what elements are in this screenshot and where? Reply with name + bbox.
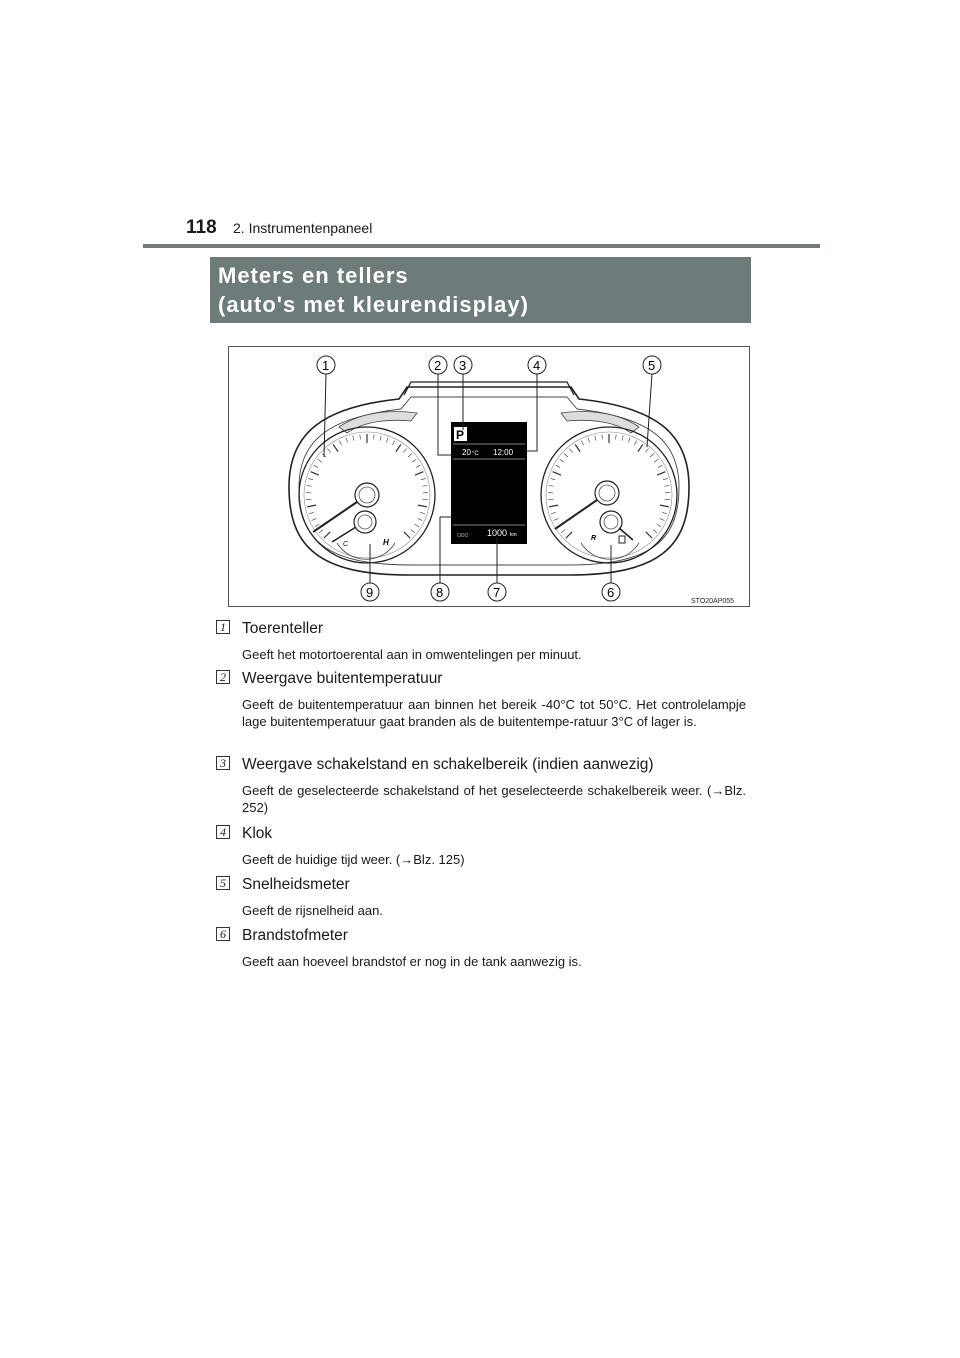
- svg-text:9: 9: [366, 585, 374, 600]
- gauge-tick: [660, 518, 665, 520]
- gauge-tick: [550, 478, 555, 479]
- gear-indicator: P: [456, 428, 465, 442]
- gauge-tick: [318, 459, 322, 462]
- figure-code: STO20AP055: [691, 598, 735, 605]
- gauge-tick: [645, 449, 648, 453]
- gauge-tick: [549, 505, 558, 507]
- gauge-tick: [551, 512, 556, 514]
- gauge-tick: [653, 530, 657, 533]
- odometer-unit: km: [510, 532, 517, 538]
- gauge-tick: [575, 444, 580, 451]
- gauge-tick: [314, 465, 318, 467]
- legend-item: [216, 668, 746, 754]
- legend-item: [216, 754, 746, 823]
- item-title: Brandstofmeter: [242, 927, 348, 944]
- callout-3: [454, 356, 472, 374]
- callout-6: [602, 583, 620, 601]
- gauge-tick: [638, 444, 643, 451]
- fuel-gauge-hub: [600, 511, 622, 533]
- gauge-tick: [561, 530, 565, 533]
- item-number-marker: 2: [216, 670, 230, 684]
- item-title: Snelheidsmeter: [242, 876, 350, 893]
- legend-item: [216, 925, 746, 975]
- gauge-tick: [346, 438, 348, 443]
- gauge-tick: [657, 524, 661, 527]
- clock-display: 12:00: [493, 448, 514, 457]
- gauge-tick: [658, 465, 662, 467]
- gauge-tick: [595, 436, 596, 441]
- svg-text:4: 4: [533, 358, 541, 373]
- gauge-tick: [411, 530, 415, 533]
- gauge-tick: [353, 436, 354, 441]
- page-title: [210, 257, 751, 323]
- gauge-tick: [560, 459, 564, 462]
- gauge-tick: [396, 444, 401, 451]
- callout-1: [317, 356, 335, 374]
- temp-gauge-needle: [332, 527, 356, 542]
- gauge-tick: [569, 449, 572, 453]
- gauge-tick: [421, 478, 426, 479]
- svg-text:7: 7: [493, 585, 501, 600]
- gauge-tick: [327, 449, 330, 453]
- gauge-tick: [403, 449, 406, 453]
- item-description: Geeft de rijsnelheid aan.: [242, 903, 383, 918]
- callout-2: [429, 356, 447, 374]
- item-number-marker: 5: [216, 876, 230, 890]
- legend-list: [216, 618, 746, 975]
- svg-text:5: 5: [648, 358, 656, 373]
- item-number-marker: 6: [216, 927, 230, 941]
- item-number-marker: 4: [216, 825, 230, 839]
- legend-item: [216, 874, 746, 925]
- item-number-marker: 1: [216, 620, 230, 634]
- gauge-tick: [360, 434, 361, 439]
- gauge-tick: [416, 465, 420, 467]
- gauge-tick: [422, 485, 427, 486]
- gauge-tick: [616, 434, 617, 439]
- item-description: Geeft aan hoeveel brandstof er nog in de tank aanwezig is.: [242, 954, 582, 969]
- callout-8: [431, 583, 449, 601]
- hot-mark: H: [383, 538, 389, 547]
- cold-mark: C: [343, 541, 349, 548]
- temp-gauge-hub: [354, 511, 376, 533]
- gauge-tick: [312, 518, 317, 520]
- item-description: Geeft de huidige tijd weer. (→Blz. 125): [242, 852, 465, 867]
- gauge-tick: [315, 524, 319, 527]
- item-title: Weergave buitentemperatuur: [242, 670, 443, 687]
- callout-5: [643, 356, 661, 374]
- gauge-tick: [581, 441, 583, 445]
- gauge-tick: [634, 441, 636, 445]
- svg-text:1: 1: [322, 358, 330, 373]
- gauge-tick: [664, 485, 669, 486]
- gauge-tick: [307, 485, 312, 486]
- instrument-cluster-illustration: [229, 347, 749, 606]
- gauge-tick: [553, 472, 561, 475]
- gauge-tick: [420, 512, 425, 514]
- header-rule: [143, 244, 820, 248]
- page-number: 118: [186, 217, 217, 238]
- gauge-tick: [404, 532, 410, 538]
- gauge-tick: [408, 454, 412, 457]
- fuel-gauge-needle: [619, 528, 633, 540]
- gauge-tick: [549, 485, 554, 486]
- gauge-tick: [339, 441, 341, 445]
- gauge-tick: [622, 436, 623, 441]
- gauge-tick: [646, 532, 652, 538]
- instrument-cluster-figure: [228, 346, 750, 607]
- gauge-tick: [307, 505, 316, 507]
- gauge-tick: [333, 444, 338, 451]
- gauge-tick: [418, 518, 423, 520]
- gauge-tick: [602, 434, 603, 439]
- page-title-line-1: Meters en tellers: [218, 263, 409, 288]
- gauge-tick: [415, 524, 419, 527]
- item-number-marker: 3: [216, 756, 230, 770]
- legend-item: [216, 823, 746, 874]
- gauge-tick: [663, 478, 668, 479]
- item-description: Geeft de buitentemperatuur aan binnen het bereik -40°C tot 50°C. Het controlelampje lage buitentemperatuur gaat branden als de buitentempe-ratuur 3°C of lager is.: [242, 697, 746, 729]
- speedometer-ticks: [548, 434, 670, 538]
- callout-7: [488, 583, 506, 601]
- multi-information-display: [451, 422, 527, 544]
- section-title: 2. Instrumentenpaneel: [233, 220, 373, 236]
- gauge-tick: [309, 512, 314, 514]
- gauge-tick: [554, 518, 559, 520]
- legend-item: [216, 618, 746, 668]
- gauge-tick: [415, 472, 423, 475]
- gauge-tick: [311, 472, 319, 475]
- speedometer-needle: [555, 500, 597, 529]
- gauge-tick: [556, 465, 560, 467]
- gauge-tick: [386, 438, 388, 443]
- gauge-tick: [657, 472, 665, 475]
- item-description: Geeft de geselecteerde schakelstand of het geselecteerde schakelbereik weer. (→Blz. 252): [242, 783, 746, 815]
- speedometer-gauge: [541, 427, 677, 563]
- callout-9: [361, 583, 379, 601]
- gauge-tick: [650, 454, 654, 457]
- gauge-tick: [374, 434, 375, 439]
- gauge-tick: [564, 454, 568, 457]
- gauge-tick: [418, 505, 427, 507]
- item-description: Geeft het motortoerental aan in omwentelingen per minuut.: [242, 647, 582, 662]
- gauge-tick: [662, 512, 667, 514]
- odometer-value: 1000: [487, 528, 508, 538]
- gauge-tick: [392, 441, 394, 445]
- gauge-tick: [588, 438, 590, 443]
- item-title: Toerenteller: [242, 620, 323, 637]
- svg-text:6: 6: [607, 585, 615, 600]
- page-title-line-2: (auto's met kleurendisplay): [218, 292, 529, 317]
- cluster-brow: [404, 382, 574, 395]
- gauge-tick: [319, 530, 323, 533]
- callout-4: [528, 356, 546, 374]
- svg-text:3: 3: [459, 358, 467, 373]
- gauge-tick: [308, 478, 313, 479]
- tachometer-needle: [313, 502, 357, 532]
- gauge-tick: [324, 532, 330, 538]
- odometer-label: ODO: [457, 533, 469, 539]
- gauge-tick: [628, 438, 630, 443]
- gauge-tick: [566, 532, 572, 538]
- svg-text:2: 2: [434, 358, 442, 373]
- outside-temperature: 20: [462, 448, 471, 457]
- gauge-tick: [660, 505, 669, 507]
- gauge-tick: [654, 459, 658, 462]
- reserve-mark: R: [591, 535, 597, 542]
- gauge-tick: [380, 436, 381, 441]
- item-title: Klok: [242, 825, 273, 842]
- gauge-tick: [412, 459, 416, 462]
- left-wing-accent: [339, 412, 417, 433]
- item-title: Weergave schakelstand en schakelbereik (indien aanwezig): [242, 756, 654, 773]
- fuel-pump-icon: [619, 536, 625, 543]
- svg-text:8: 8: [436, 585, 444, 600]
- temperature-unit: °C: [472, 451, 479, 457]
